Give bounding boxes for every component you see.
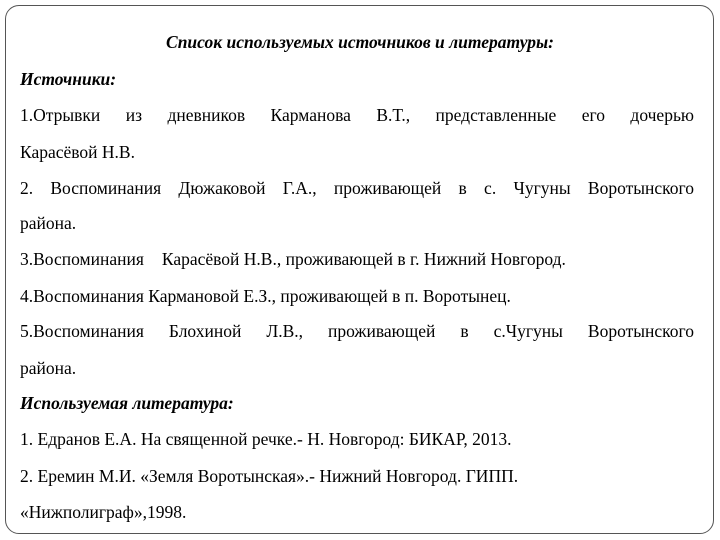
source-item-5-line-2: района. [20,358,77,378]
source-item-2-line-2: района. [20,213,77,233]
page-title: Список используемых источников и литературы: [166,32,554,52]
source-item-5-line-1: 5.Воспоминания Блохиной Л.В., проживающей в с.Чугуны Воротынского [20,321,694,341]
source-item-2-line-1: 2. Воспоминания Дюжаковой Г.А., проживающей в с. Чугуны Воротынского [20,178,694,198]
sources-heading: Источники: [20,69,117,89]
source-item-1-line-2: Карасёвой Н.В. [20,142,135,162]
literature-heading: Используемая литература: [20,393,234,413]
source-item-3 [20,249,566,269]
literature-item-1: 1. Едранов Е.А. На священной речке.- Н. Новгород: БИКАР, 2013. [20,429,512,449]
source-item-1-line-1: 1.Отрывки из дневников Карманова В.Т., представленные его дочерью [20,105,694,125]
literature-item-2-line-2: «Нижполиграф»,1998. [20,502,187,522]
source-item-4: 4.Воспоминания Кармановой Е.З., проживающей в п. Воротынец. [20,286,511,306]
source-item-3-part-2: Карасёвой Н.В., проживающей в г. Нижний Новгород. [161,249,566,269]
source-item-3-part-1: 3.Воспоминания [20,249,144,269]
literature-item-2-line-1: 2. Еремин М.И. «Земля Воротынская».- Нижний Новгород. ГИПП. [20,466,519,486]
